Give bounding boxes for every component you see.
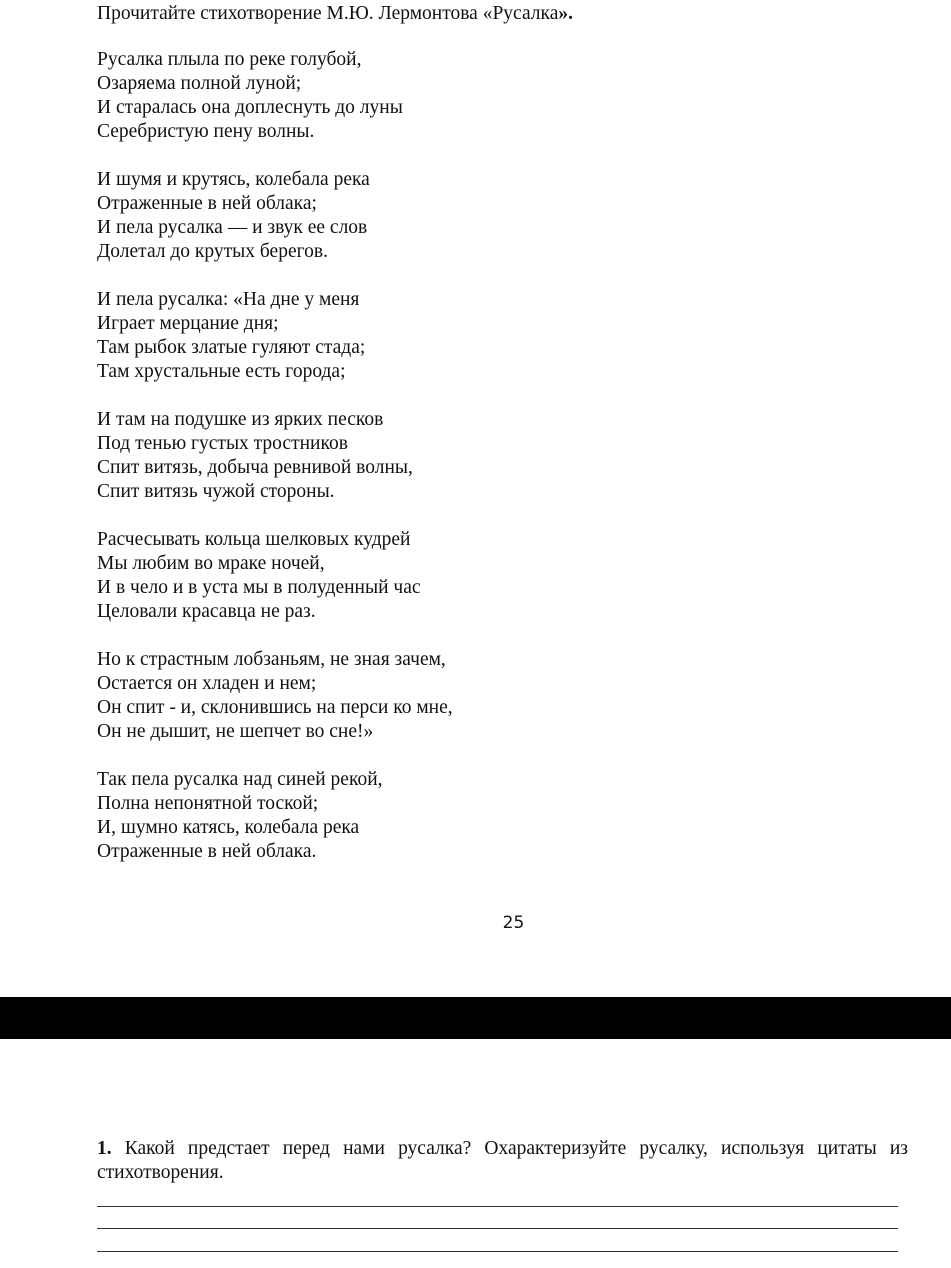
poem-line: Под тенью густых тростников: [97, 433, 348, 454]
poem-line: Играет мерцание дня;: [97, 313, 279, 334]
poem-line: Он спит - и, склонившись на перси ко мне,: [97, 697, 453, 718]
poem-stanza: [97, 48, 797, 144]
poem-line: Расчесывать кольца шелковых кудрей: [97, 529, 411, 550]
poem-line: Там рыбок златые гуляют стада;: [97, 337, 366, 358]
page-number: 25: [502, 913, 525, 933]
answer-line[interactable]: [97, 1228, 898, 1229]
poem-line: Спит витязь, добыча ревнивой волны,: [97, 457, 413, 478]
poem-line: И в чело и в уста мы в полуденный час: [97, 577, 421, 598]
task-instruction: [97, 2, 573, 26]
poem-line: Долетал до крутых берегов.: [97, 241, 328, 262]
poem-stanza: [97, 768, 797, 864]
poem-line: И шумя и крутясь, колебала река: [97, 169, 370, 190]
poem-line: И старалась она доплеснуть до луны: [97, 97, 403, 118]
poem-line: Но к страстным лобзаньям, не зная зачем,: [97, 649, 446, 670]
poem-line: Целовали красавца не раз.: [97, 601, 316, 622]
poem-line: Озаряема полной луной;: [97, 73, 302, 94]
poem-stanza: [97, 408, 797, 504]
poem-stanza: [97, 288, 797, 384]
poem-line: Остается он хладен и нем;: [97, 673, 317, 694]
poem-line: И пела русалка: «На дне у меня: [97, 289, 360, 310]
poem-line: Мы любим во мраке ночей,: [97, 553, 325, 574]
question-text: Какой предстает перед нами русалка? Охарактеризуйте русалку, используя цитаты из стихотворения.: [97, 1138, 908, 1183]
question-number: 1.: [97, 1138, 112, 1159]
poem-line: Спит витязь чужой стороны.: [97, 481, 335, 502]
task-instruction-text: Прочитайте стихотворение М.Ю. Лермонтова «Русалка: [97, 3, 559, 24]
poem-line: Русалка плыла по реке голубой,: [97, 49, 362, 70]
page-separator-bar: [0, 997, 951, 1039]
poem-line: И пела русалка — и звук ее слов: [97, 217, 368, 238]
poem-stanza: [97, 648, 797, 744]
poem-line: И, шумно катясь, колебала река: [97, 817, 360, 838]
poem-line: Серебристую пену волны.: [97, 121, 315, 142]
poem: [97, 48, 797, 888]
answer-line[interactable]: [97, 1206, 898, 1207]
poem-stanza: [97, 168, 797, 264]
poem-line: Отраженные в ней облака;: [97, 193, 317, 214]
poem-line: Полна непонятной тоской;: [97, 793, 319, 814]
task-instruction-end: ».: [558, 3, 573, 24]
poem-line: Он не дышит, не шепчет во сне!»: [97, 721, 374, 742]
question: [97, 1137, 908, 1185]
page-lower: [0, 1039, 951, 1268]
poem-line: Там хрустальные есть города;: [97, 361, 346, 382]
poem-line: И там на подушке из ярких песков: [97, 409, 384, 430]
poem-stanza: [97, 528, 797, 624]
poem-line: Так пела русалка над синей рекой,: [97, 769, 383, 790]
answer-line[interactable]: [97, 1251, 898, 1252]
poem-line: Отраженные в ней облака.: [97, 841, 317, 862]
